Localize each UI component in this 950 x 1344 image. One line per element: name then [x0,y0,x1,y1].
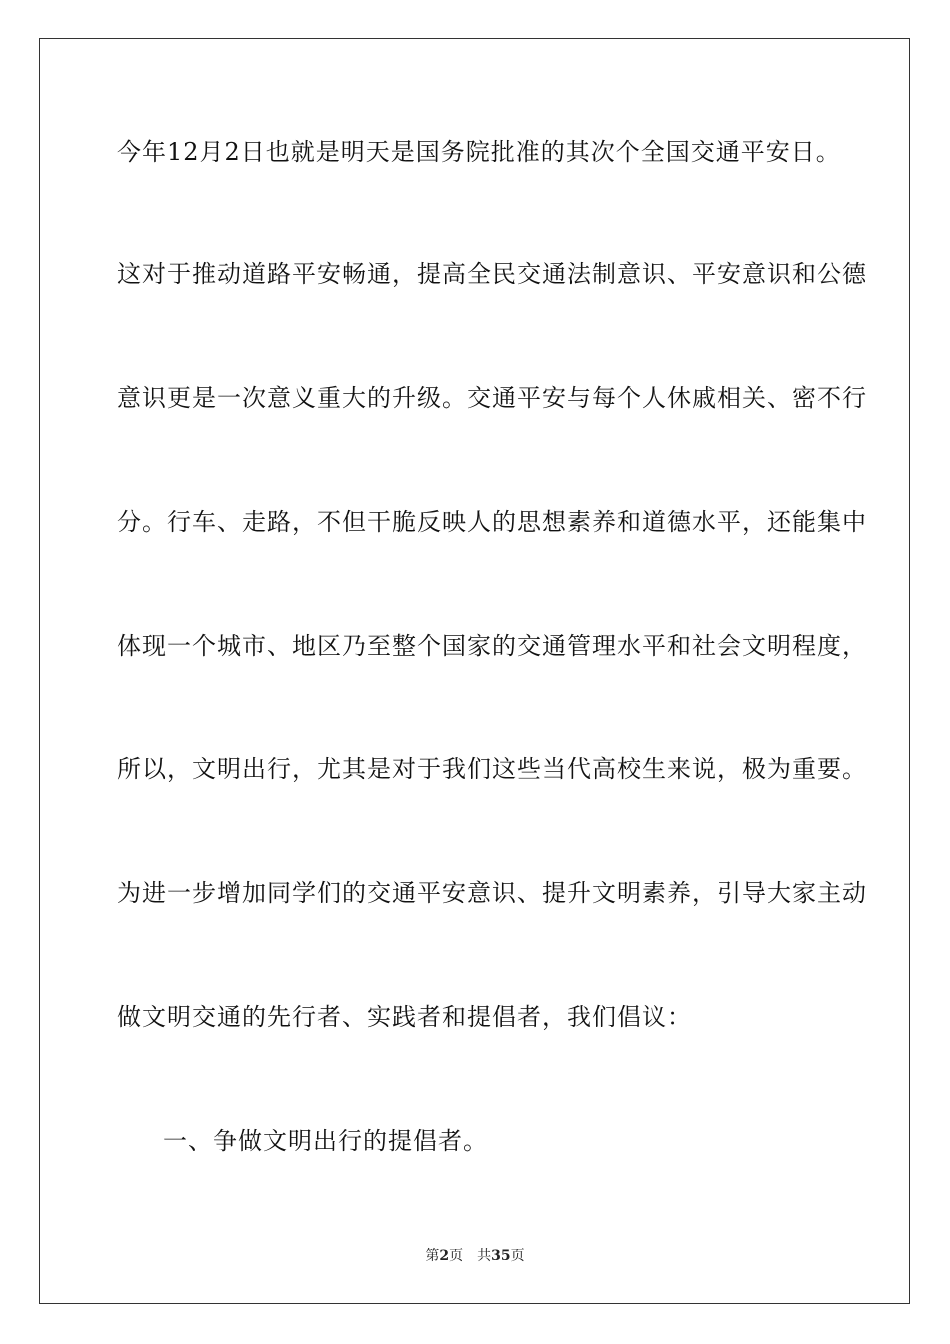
page-prefix: 第 [425,1248,440,1264]
page-suffix: 页 [449,1248,464,1264]
body-line-6: 所以，文明出行，尤其是对于我们这些当代高校生来说，极为重要。 [117,755,867,783]
section-heading: 一、争做文明出行的提倡者。 [163,1127,488,1155]
body-line-4: 分。行车、走路，不但干脆反映人的思想素养和道德水平，还能集中 [117,508,867,536]
body-line-3: 意识更是一次意义重大的升级。交通平安与每个人休戚相关、密不行 [117,384,867,412]
total-pages: 35 [491,1248,511,1264]
page-footer [0,1247,950,1265]
page-frame [39,38,910,1304]
page-number: 2 [439,1248,450,1264]
body-line-2: 这对于推动道路平安畅通，提高全民交通法制意识、平安意识和公德 [117,260,867,288]
body-line-5: 体现一个城市、地区乃至整个国家的交通管理水平和社会文明程度， [117,632,867,660]
total-suffix: 页 [510,1248,525,1264]
body-line-1: 今年12月2日也就是明天是国务院批准的其次个全国交通平安日。 [117,138,841,166]
body-line-8: 做文明交通的先行者、实践者和提倡者，我们倡议： [117,1003,692,1031]
total-prefix: 共 [477,1248,492,1264]
body-line-7: 为进一步增加同学们的交通平安意识、提升文明素养，引导大家主动 [117,879,867,907]
